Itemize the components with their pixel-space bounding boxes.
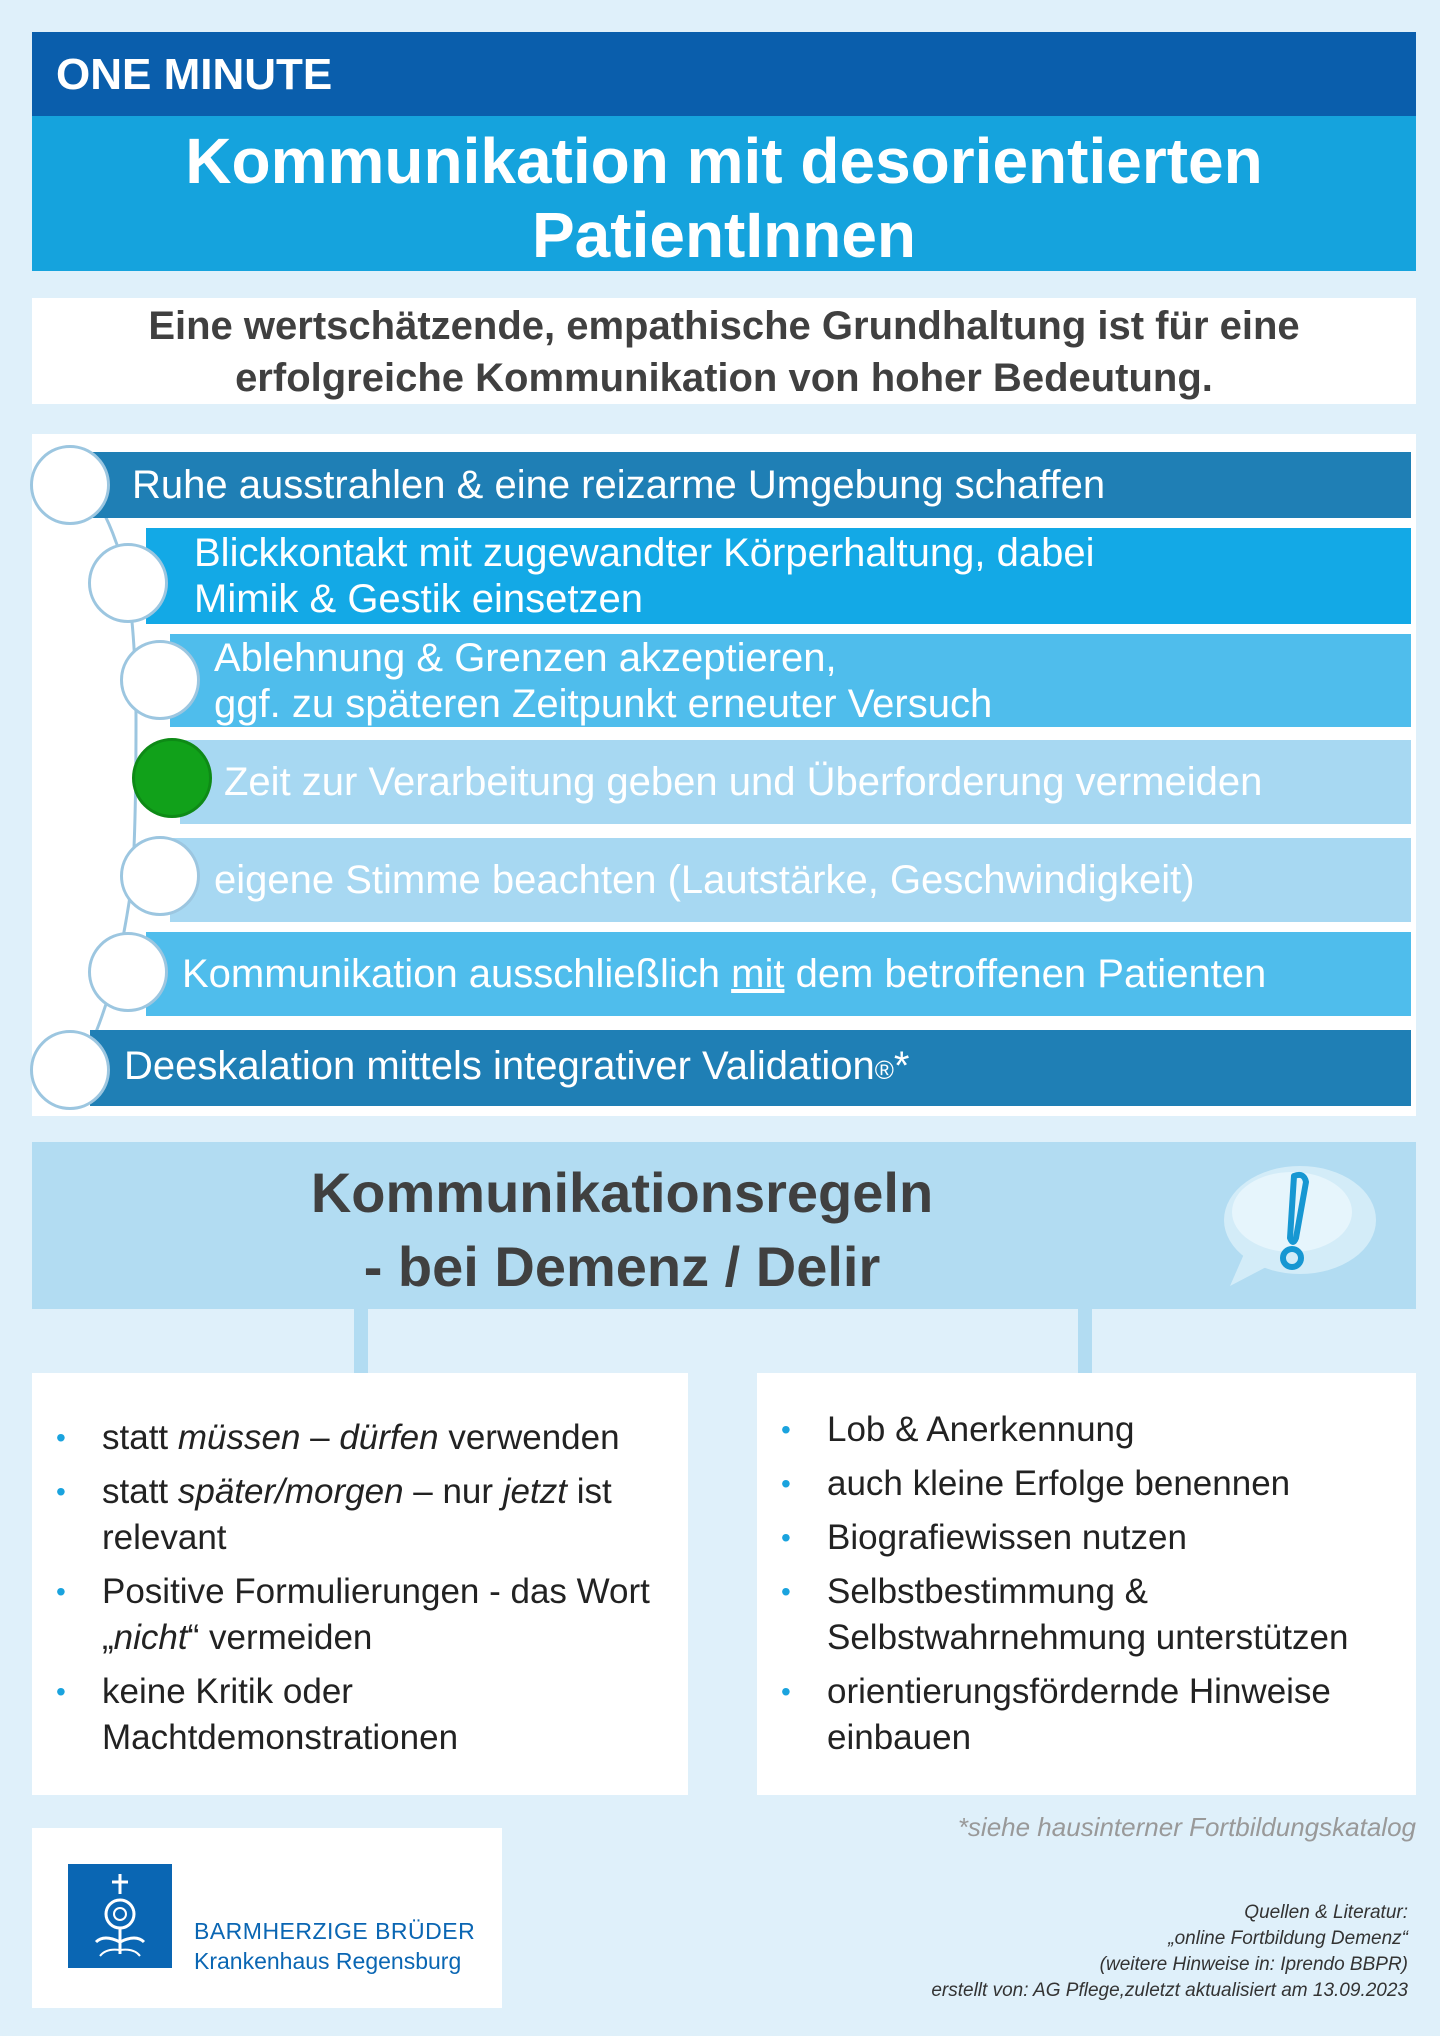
footnote-star: * — [893, 1044, 910, 1088]
step-7-circle — [30, 1030, 110, 1110]
bullet-icon: • — [56, 1476, 66, 1507]
list-item: • Selbstbestimmung & Selbstwahrnehmung unterstützen — [757, 1569, 1398, 1661]
rules-card-right — [757, 1373, 1416, 1795]
page-title — [32, 116, 1416, 271]
step-6-circle — [88, 932, 168, 1012]
list-item: • statt später/morgen – nur jetzt ist relevant — [32, 1469, 668, 1561]
sources-heading: Quellen & Literatur: — [1244, 1902, 1408, 1923]
step-6-text-pre: Kommunikation ausschließlich — [182, 952, 732, 996]
bullet-icon: • — [781, 1414, 791, 1445]
list-item: • Positive Formulierungen - das Wort „nicht“ vermeiden — [32, 1569, 668, 1661]
step-4 — [180, 740, 1411, 824]
intro-statement — [32, 298, 1416, 404]
bullet-icon: • — [781, 1468, 791, 1499]
list-item: • statt müssen – dürfen verwenden — [32, 1415, 668, 1461]
header-kicker: ONE MINUTE — [56, 50, 333, 99]
page-title-line1: Kommunikation mit desorientierten — [185, 125, 1263, 197]
step-1 — [90, 452, 1411, 518]
step-3-text-line1: Ablehnung & Grenzen akzeptieren, — [214, 635, 837, 680]
step-4-circle-active — [132, 738, 212, 818]
rules-list-left — [32, 1373, 688, 1761]
step-2-text-line2: Mimik & Gestik einsetzen — [194, 577, 644, 621]
bullet-icon: • — [781, 1676, 791, 1707]
step-5-text: eigene Stimme beachten (Lautstärke, Geschwindigkeit) — [214, 858, 1195, 902]
intro-line1: Eine wertschätzende, empathische Grundhaltung ist für eine — [148, 304, 1300, 348]
step-1-text: Ruhe ausstrahlen & eine reizarme Umgebung schaffen — [132, 463, 1106, 507]
hospital-logo — [32, 1828, 502, 2008]
sources-credit: erstellt von: AG Pflege,zuletzt aktualisiert am 13.09.2023 — [931, 1980, 1408, 2001]
footnote: *siehe hausinterner Fortbildungskatalog — [957, 1812, 1416, 1842]
step-7-text-main: Deeskalation mittels integrativer Validation — [124, 1044, 875, 1088]
rules-list-right — [757, 1373, 1416, 1761]
step-2-text-line1: Blickkontakt mit zugewandter Körperhaltung, dabei — [194, 531, 1095, 575]
bullet-icon: • — [56, 1676, 66, 1707]
step-6-text-post: dem betroffenen Patienten — [784, 952, 1267, 996]
bullet-icon: • — [56, 1576, 66, 1607]
step-6-text — [182, 951, 1266, 997]
step-5-circle — [120, 836, 200, 916]
page-title-line2: PatientInnen — [531, 199, 917, 271]
rules-title — [32, 1156, 1212, 1304]
bullet-icon: • — [781, 1522, 791, 1553]
registered-mark: ® — [874, 1055, 894, 1085]
logo-emblem-icon — [68, 1864, 172, 1968]
bullet-icon: • — [56, 1422, 66, 1453]
step-2-circle — [88, 543, 168, 623]
list-item: • auch kleine Erfolge benennen — [757, 1461, 1398, 1507]
list-item: • keine Kritik oder Machtdemonstrationen — [32, 1669, 668, 1761]
speech-bubble-exclamation-icon — [1192, 1154, 1392, 1294]
header-kicker-band — [32, 32, 1416, 116]
step-4-text: Zeit zur Verarbeitung geben und Überforderung vermeiden — [224, 760, 1263, 804]
list-item: • Lob & Anerkennung — [757, 1407, 1398, 1453]
step-3-text-line2: ggf. zu späteren Zeitpunkt erneuter Versuch — [214, 681, 993, 726]
step-5 — [170, 838, 1411, 922]
rules-title-line2: - bei Demenz / Delir — [363, 1235, 881, 1298]
logo-name-line1: BARMHERZIGE BRÜDER — [194, 1918, 476, 1944]
rules-card-left — [32, 1373, 688, 1795]
step-6 — [146, 932, 1411, 1016]
list-item: • Biografiewissen nutzen — [757, 1515, 1398, 1561]
step-2 — [146, 528, 1411, 624]
step-6-text-emphasis: mit — [731, 952, 785, 996]
intro-line2: erfolgreiche Kommunikation von hoher Bedeutung. — [235, 356, 1213, 400]
rules-heading-band — [32, 1142, 1416, 1309]
step-1-circle — [30, 445, 110, 525]
bullet-icon: • — [781, 1576, 791, 1607]
sources-line3: (weitere Hinweise in: Iprendo BBPR) — [1099, 1954, 1408, 1975]
step-3 — [170, 634, 1411, 727]
list-item: • orientierungsfördernde Hinweise einbauen — [757, 1669, 1398, 1761]
step-7-text — [124, 1043, 910, 1093]
rules-title-line1: Kommunikationsregeln — [310, 1161, 934, 1224]
step-7 — [90, 1030, 1411, 1106]
logo-name-line2: Krankenhaus Regensburg — [194, 1948, 462, 1974]
rules-stem-left — [354, 1309, 368, 1373]
sources-block — [931, 1900, 1408, 2004]
sources-line2: „online Fortbildung Demenz“ — [1168, 1928, 1408, 1949]
step-3-circle — [120, 640, 200, 720]
rules-stem-right — [1078, 1309, 1092, 1373]
